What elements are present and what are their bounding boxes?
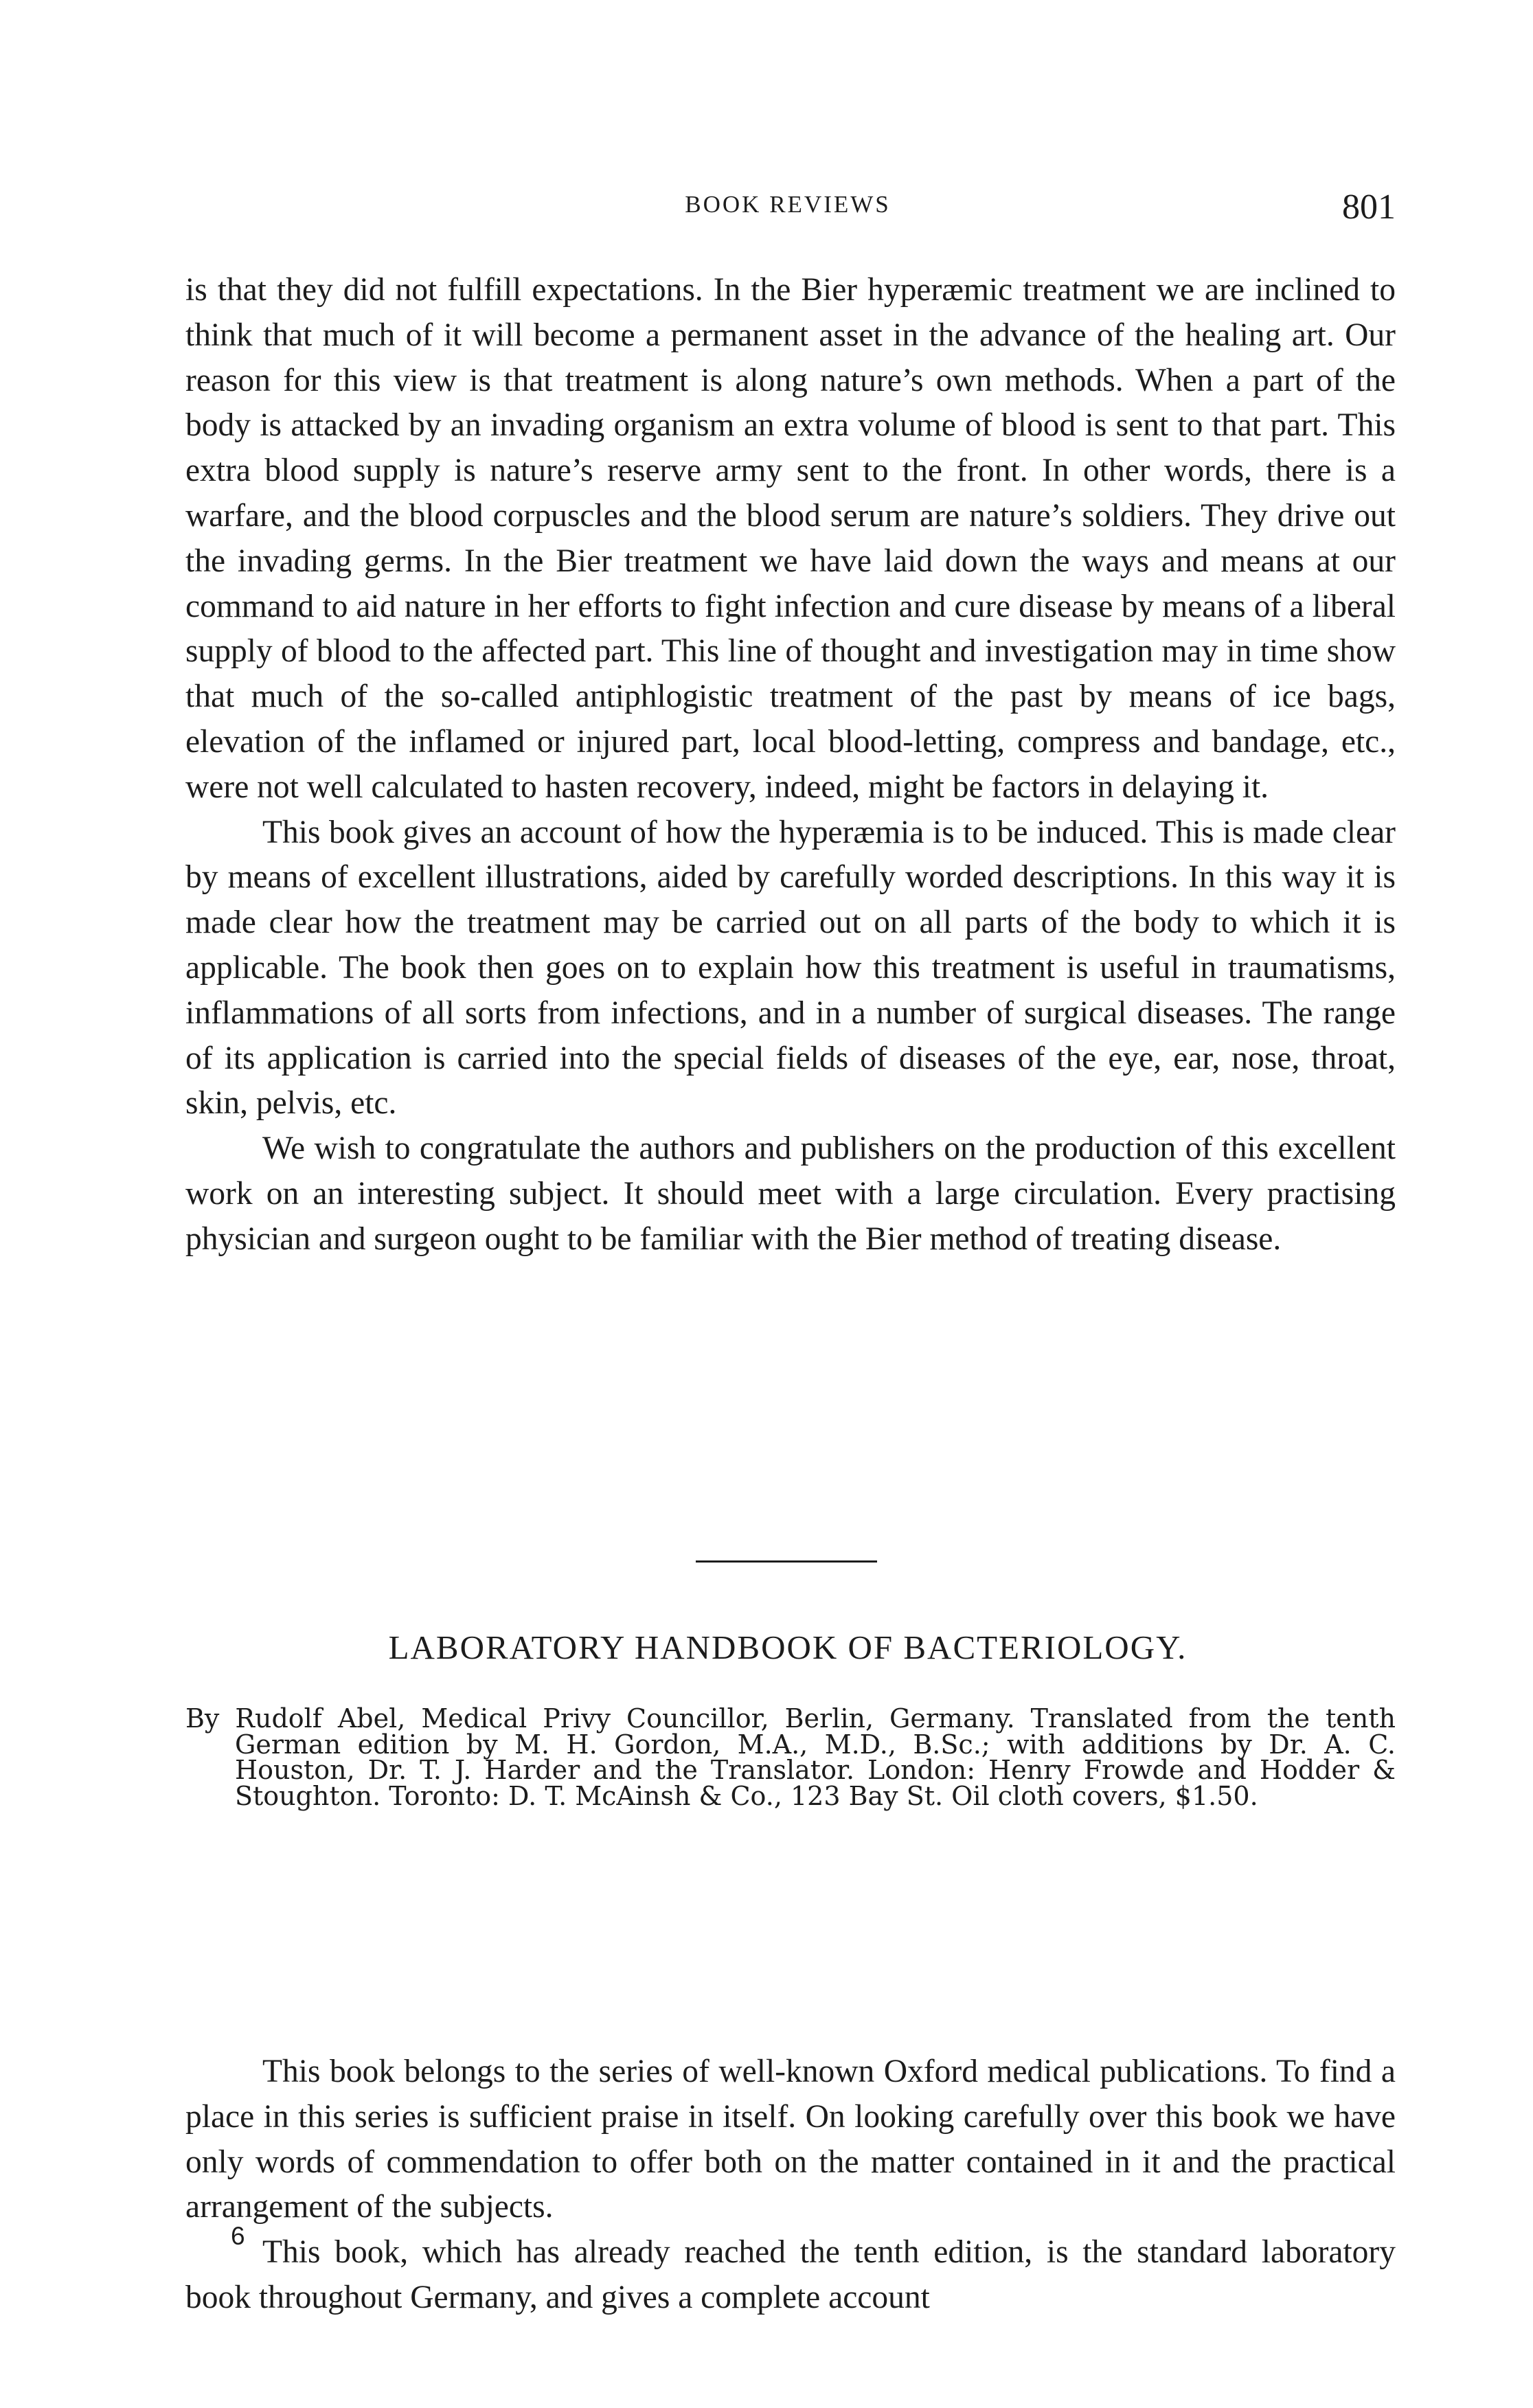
paragraph: We wish to congratulate the authors and publishers on the production of this excellent work on an interesting subject. It should meet with a large circulation. Every practising physician and surgeon ought to be familiar with the Bier method of treating disease. <box>185 1131 1396 1257</box>
page-number: 801 <box>1342 188 1396 227</box>
paragraph: This book, which has already reached the tenth edition, is the standard laboratory book throughout Germany, and gives a complete account <box>185 2234 1396 2315</box>
signature-mark: 6 <box>231 2222 245 2250</box>
paragraph-continued: is that they did not fulfill expectations. In the Bier hyperæmic treatment we are inclined to think that much of it will become a permanent asset in the advance of the healing art. Our reason for this view is that treatment is along nature’s own methods. When a part of the body is attacked by an invading organism an extra volume of blood is sent to that part. This extra blood supply is nature’s reserve army sent to the front. In other words, there is a warfare, and the blood corpuscles and the blood serum are nature’s soldiers. They drive out the invading germs. In the Bier treatment we have laid down the ways and means at our command to aid nature in her efforts to fight infection and cure disease by means of a liberal supply of blood to the affected part. This line of thought and investigation may in time show that much of the so-called antiphlogistic treatment of the past by means of ice bags, elevation of the inflamed or injured part, local blood-letting, compress and bandage, etc., were not well calculated to hasten recovery, indeed, might be factors in delaying it. <box>185 272 1396 805</box>
review-body-bier <box>185 268 1396 1262</box>
review-body-bacteriology <box>185 2049 1396 2321</box>
running-head: BOOK REVIEWS <box>685 191 891 218</box>
citation-text: By Rudolf Abel, Medical Privy Councillor, Berlin, Germany. Translated from the tenth German edition by M. H. Gordon, M.A., M.D., B.Sc.; with additions by Dr. A. C. Houston, Dr. T. J. Harder and the Translator. London: Henry Frowde and Hodder & Stoughton. Toronto: D. T. McAinsh & Co., 123 Bay St. Oil cloth covers, $1.50. <box>185 1703 1396 1811</box>
section-divider <box>696 1560 877 1563</box>
bibliographic-citation <box>185 1703 1396 1811</box>
paragraph: This book belongs to the series of well-known Oxford medical publications. To find a place in this series is sufficient praise in itself. On looking carefully over this book we have only words of commendation to offer both on the matter contained in it and the practical arrangement of the subjects. <box>185 2054 1396 2225</box>
review-title: LABORATORY HANDBOOK OF BACTERIOLOGY. <box>388 1628 1188 1666</box>
paragraph: This book gives an account of how the hyperæmia is to be induced. This is made clear by means of excellent illustrations, aided by carefully worded descriptions. In this way it is made clear how the treatment may be carried out on all parts of the body to which it is applicable. The book then goes on to explain how this treatment is useful in traumatisms, inflammations of all sorts from infections, and in a number of surgical diseases. The range of its application is carried into the special fields of diseases of the eye, ear, nose, throat, skin, pelvis, etc. <box>185 814 1396 1122</box>
page-header <box>180 187 1396 228</box>
